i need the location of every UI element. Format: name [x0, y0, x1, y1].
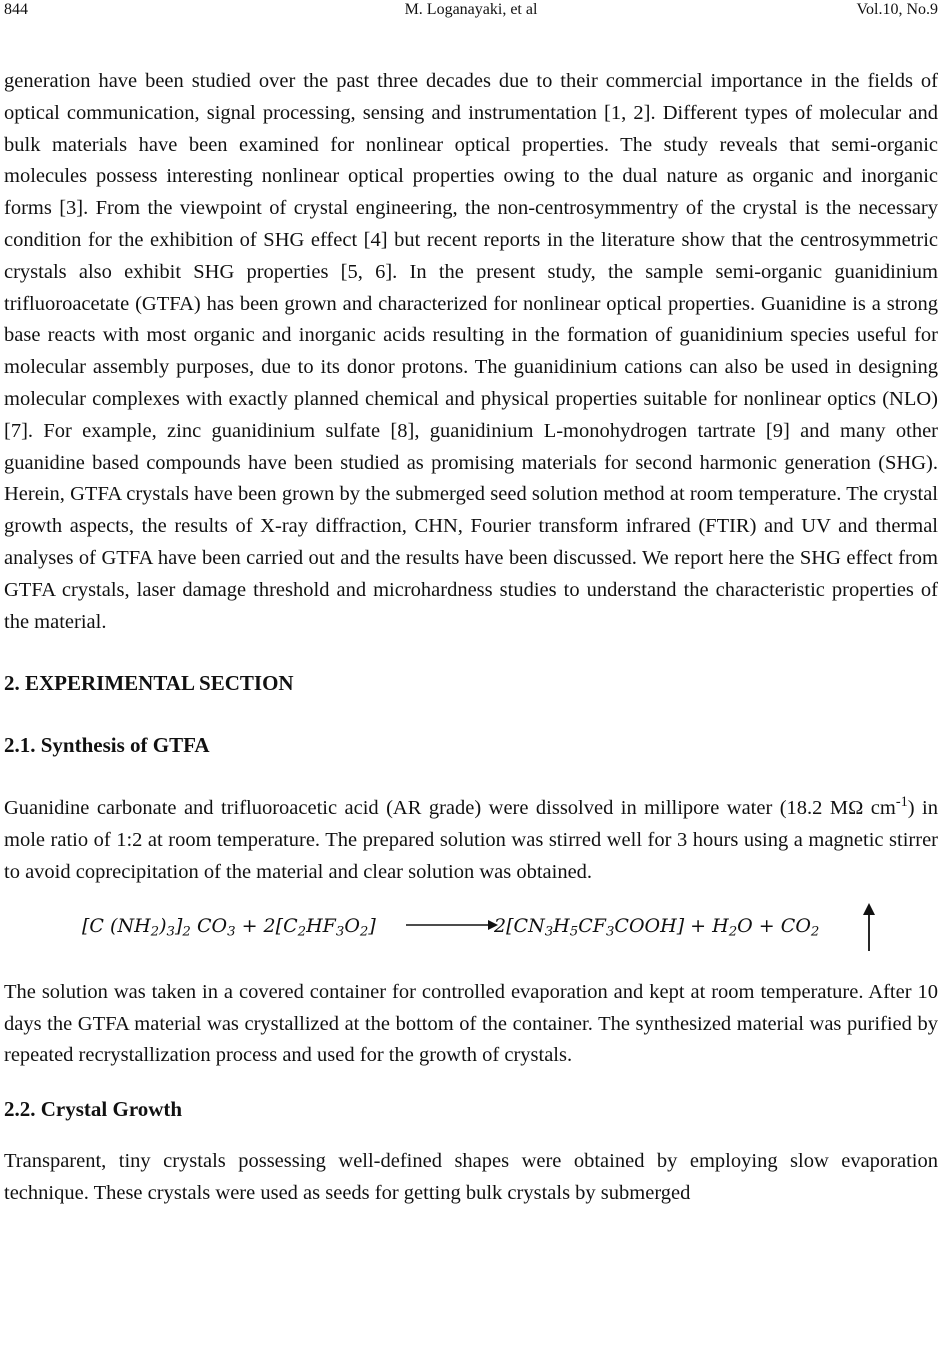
- header-authors: M. Loganayaki, et al: [404, 1, 538, 18]
- synthesis-text-2: ) in mole ratio of 1:2 at room temperature. The prepared solution was stirred well for 3 hours using a magnetic stirrer to avoid coprecipitation of the material and clear solution was obtained.: [4, 797, 938, 883]
- intro-paragraph: generation have been studied over the past three decades due to their commercial importance in the fields of optical communication, signal processing, sensing and instrumentation [1, 2]. Different types of molecular and bulk materials have been examined for nonlinear optical properties. The study reveals that semi-organic molecules possess interesting nonlinear optical properties owing to the dual nature as organic and inorganic forms [3]. From the viewpoint of crystal engineering, the non-centrosymmentry of the crystal is the necessary condition for the exhibition of SHG effect [4] but recent reports in the literature show that the centrosymmetric crystals also exhibit SHG properties [5, 6]. In the present study, the sample semi-organic guanidinium trifluoroacetate (GTFA) has been grown and characterized for nonlinear optical properties. Guanidine is a strong base reacts with most organic and inorganic acids resulting in the formation of guanidinium species useful for molecular assembly purposes, due to its donor protons. The guanidinium cations can also be used in designing molecular complexes with exactly planned chemical and physical properties suitable for nonlinear optics (NLO) [7]. For example, zinc guanidinium sulfate [8], guanidinium L-monohydrogen tartrate [9] and many other guanidine based compounds have been studied as promising materials for second harmonic generation (SHG). Herein, GTFA crystals have been grown by the submerged seed solution method at room temperature. The crystal growth aspects, the results of X-ray diffraction, CHN, Fourier transform infrared (FTIR) and UV and thermal analyses of GTFA have been carried out and the results have been discussed. We report here the SHG effect from GTFA crystals, laser damage threshold and microhardness studies to understand the characteristic properties of the material.: [4, 70, 938, 633]
- running-header: [4, 0, 938, 24]
- synthesis-text-1: Guanidine carbonate and trifluoroacetic acid (AR grade) were dissolved in millipore water (18.2 MΩ cm: [4, 797, 896, 820]
- header-volume: Vol.10, No.9: [856, 1, 938, 18]
- evaporation-paragraph: The solution was taken in a covered container for controlled evaporation and kept at room temperature. After 10 days the GTFA material was crystallized at the bottom of the container. The synthesized material was purified by repeated recrystallization process and used for the growth of crystals.: [4, 980, 938, 1067]
- synthesis-paragraph: [4, 793, 938, 888]
- equation-products: $2[CN_3H_5CF_3COOH] + H_2O + CO_2$: [494, 914, 820, 940]
- right-arrow-icon: [406, 911, 498, 941]
- up-arrow-icon: [858, 903, 880, 953]
- subsection-heading-crystal-growth: 2.2. Crystal Growth: [4, 1097, 183, 1122]
- reaction-equation: [4, 903, 938, 953]
- subsection-heading-synthesis: 2.1. Synthesis of GTFA: [4, 733, 210, 758]
- page-number: 844: [4, 1, 28, 18]
- growth-paragraph: Transparent, tiny crystals possessing well-defined shapes were obtained by employing slow evaporation technique. These crystals were used as seeds for getting bulk crystals by submerged: [4, 1150, 938, 1204]
- equation-reactants: [C $(NH_2)_3]_2$ $CO_3 + 2[C_2HF_3O_2]$: [82, 914, 376, 940]
- article-body: [4, 66, 938, 1210]
- unit-superscript: -1: [895, 794, 908, 811]
- section-heading-experimental: 2. EXPERIMENTAL SECTION: [4, 671, 294, 696]
